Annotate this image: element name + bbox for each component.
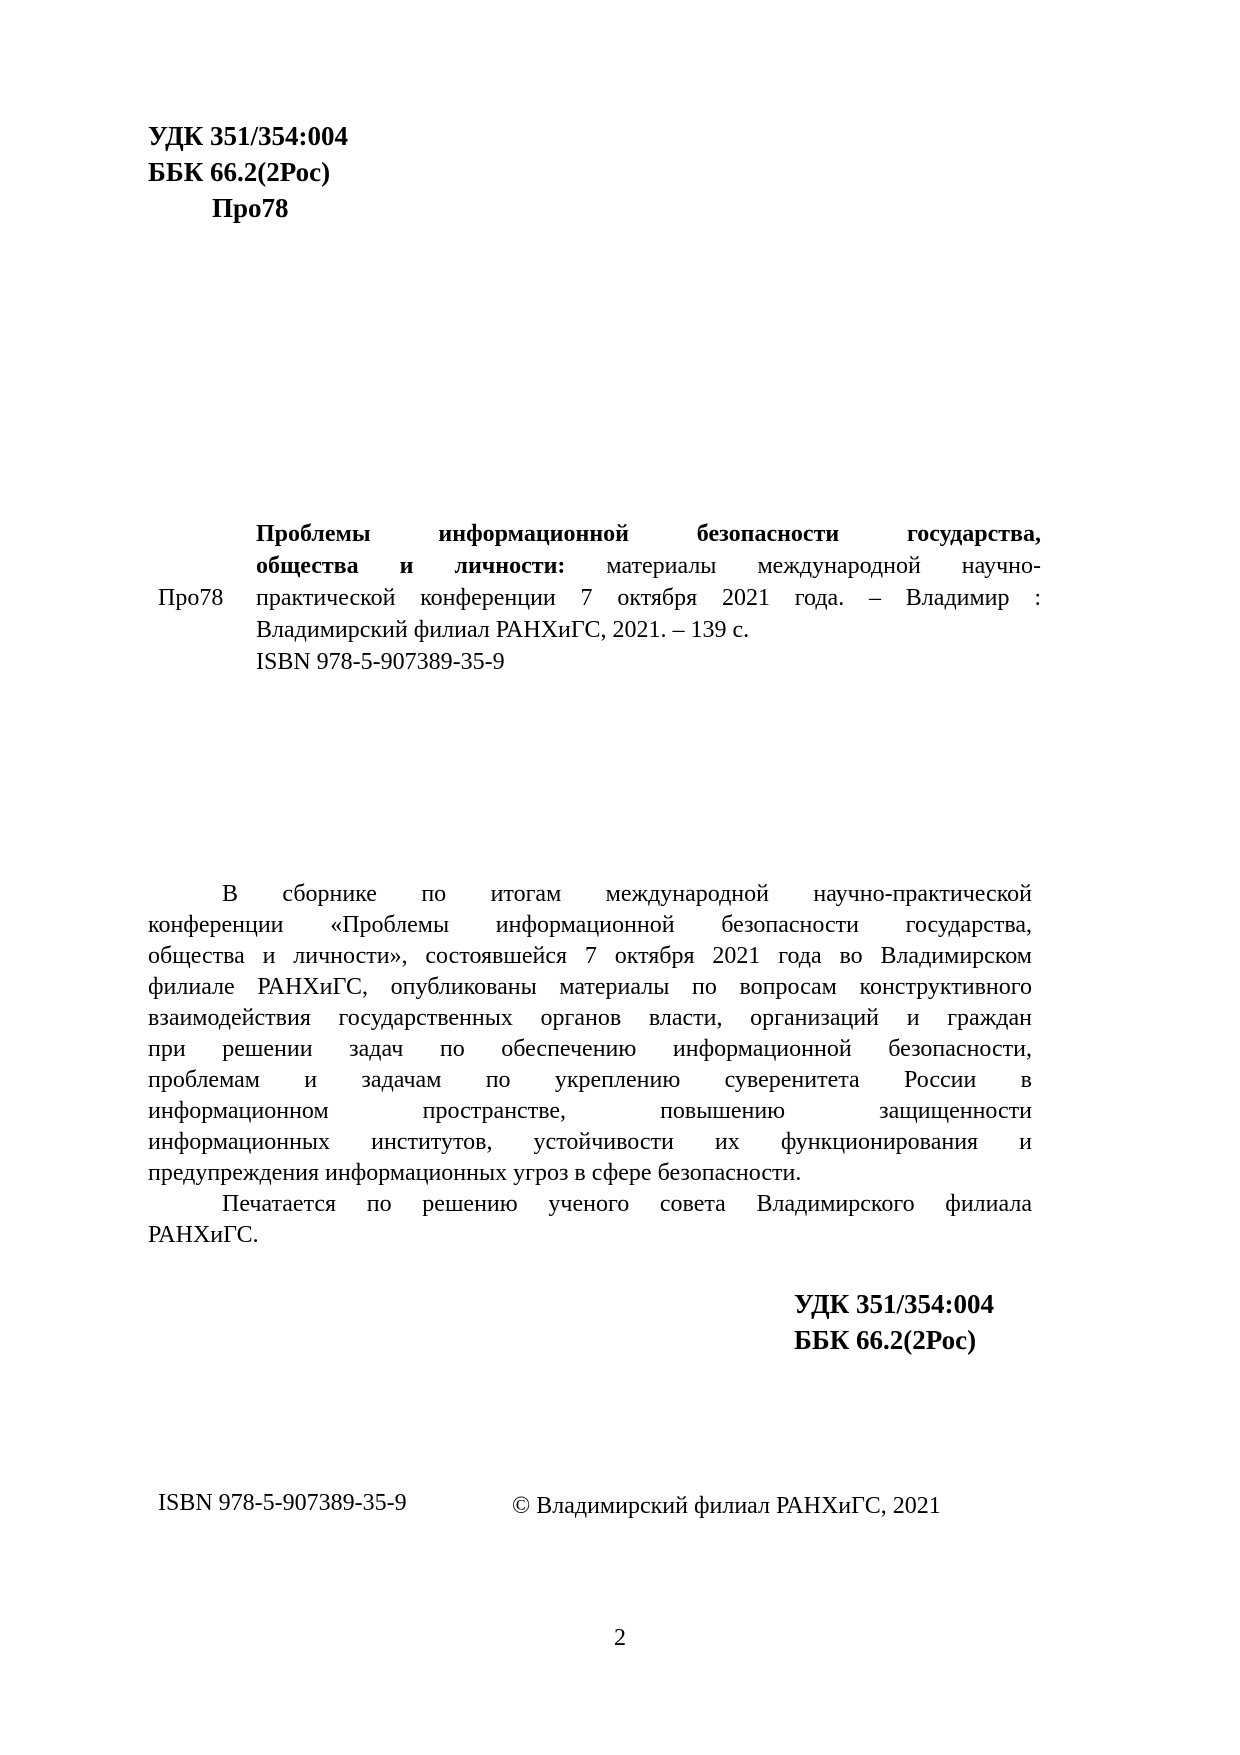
annotation xyxy=(148,879,1032,1251)
annotation-line: при решении задач по обеспечению информационной безопасности, xyxy=(148,1036,1032,1062)
bottom-bbk-code: ББК 66.2(2Рос) xyxy=(794,1325,977,1355)
card-title-line-2-rest: материалы международной научно- xyxy=(565,553,1041,579)
print-approval-line-2: РАНХиГС. xyxy=(148,1222,259,1248)
annotation-line: филиале РАНХиГС, опубликованы материалы по вопросам конструктивного xyxy=(148,974,1032,1000)
top-bbk-code: ББК 66.2(2Рос) xyxy=(148,157,331,187)
page-number: 2 xyxy=(614,1625,626,1651)
annotation-line: взаимодействия государственных органов власти, организаций и граждан xyxy=(148,1005,1032,1031)
card-isbn: ISBN 978-5-907389-35-9 xyxy=(256,649,505,675)
top-classification-codes xyxy=(148,118,348,226)
bottom-classification-codes xyxy=(794,1286,994,1358)
annotation-line: информационных институтов, устойчивости их функционирования и xyxy=(148,1129,1032,1155)
annotation-line: В сборнике по итогам международной научно-практической xyxy=(222,881,1032,907)
top-udk-code: УДК 351/354:004 xyxy=(148,121,348,151)
card-title-line-2-bold: общества и личности: xyxy=(256,553,566,579)
annotation-line: конференции «Проблемы информационной безопасности государства, xyxy=(148,912,1032,938)
card-line-4: Владимирский филиал РАНХиГС, 2021. – 139 с. xyxy=(256,617,750,643)
card-title-line-1: Проблемы информационной безопасности государства, xyxy=(256,521,1041,547)
annotation-line: проблемам и задачам по укреплению суверенитета России в xyxy=(148,1067,1032,1093)
annotation-line: общества и личности», состоявшейся 7 октября 2021 года во Владимирском xyxy=(148,943,1032,969)
card-title-line-2 xyxy=(256,550,1041,582)
top-author-mark: Про78 xyxy=(212,193,289,223)
annotation-line: информационном пространстве, повышению защищенности xyxy=(148,1098,1032,1124)
footer-copyright: © Владимирский филиал РАНХиГС, 2021 xyxy=(512,1493,941,1519)
footer-isbn: ISBN 978-5-907389-35-9 xyxy=(158,1490,407,1516)
print-approval-line-1: Печатается по решению ученого совета Владимирского филиала xyxy=(222,1191,1032,1217)
bottom-udk-code: УДК 351/354:004 xyxy=(794,1289,994,1319)
catalog-card xyxy=(256,518,1041,678)
card-line-3: практической конференции 7 октября 2021 года. – Владимир : xyxy=(256,585,1041,611)
annotation-line: предупреждения информационных угроз в сфере безопасности. xyxy=(148,1160,802,1186)
card-author-mark: Про78 xyxy=(158,585,224,611)
